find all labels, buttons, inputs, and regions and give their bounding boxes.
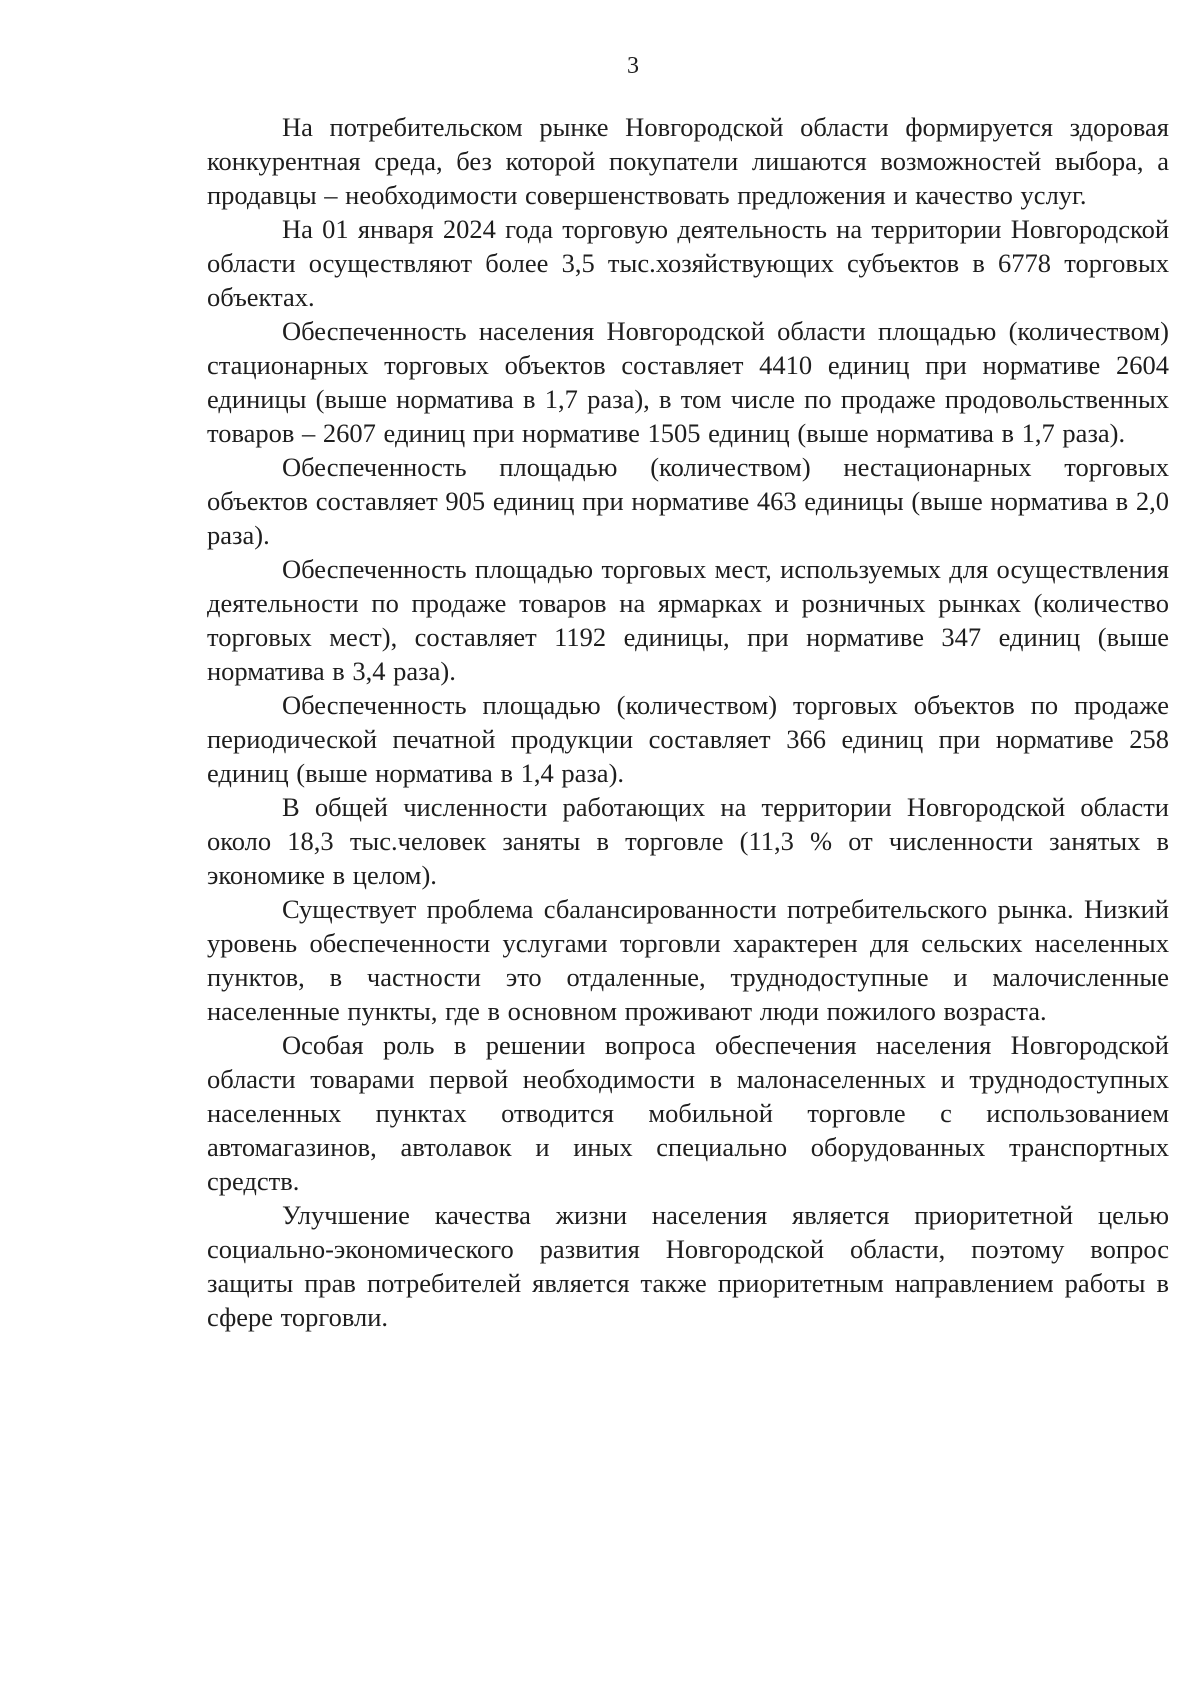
paragraph-periodicals: Обеспеченность площадью (количеством) торговых объектов по продаже периодической печатной продукции составляет 366 единиц при нормативе 258 единиц (выше норматива в 1,4 раза). (207, 690, 1169, 788)
paragraph-consumer-rights: Улучшение качества жизни населения является приоритетной целью социально-экономического развития Новгородской области, поэтому вопрос защиты прав потребителей является также приоритетным направлением работы в сфере торговли. (207, 1200, 1169, 1332)
paragraph-employment: В общей численности работающих на территории Новгородской области около 18,3 тыс.человек заняты в торговле (11,3 % от численности занятых в экономике в целом). (207, 792, 1169, 890)
paragraph-mobile-trade: Особая роль в решении вопроса обеспечения населения Новгородской области товарами первой необходимости в малонаселенных и труднодоступных населенных пунктах отводится мобильной торговле с использованием автомагазинов, автолавок и иных специально оборудованных транспортных средств. (207, 1030, 1169, 1196)
paragraph-fairs-markets: Обеспеченность площадью торговых мест, используемых для осуществления деятельности по продаже товаров на ярмарках и розничных рынках (количество торговых мест), составляет 1192 единицы, при нормативе 347 единиц (выше норматива в 3,4 раза). (207, 554, 1169, 686)
paragraph-consumer-market: На потребительском рынке Новгородской области формируется здоровая конкурентная среда, без которой покупатели лишаются возможностей выбора, а продавцы – необходимости совершенствовать предложения и качество услуг. (207, 112, 1169, 210)
paragraph-trade-entities: На 01 января 2024 года торговую деятельность на территории Новгородской области осуществляют более 3,5 тыс.хозяйствующих субъектов в 6778 торговых объектах. (207, 214, 1169, 312)
paragraph-market-balance: Существует проблема сбалансированности потребительского рынка. Низкий уровень обеспеченности услугами торговли характерен для сельских населенных пунктов, в частности это отдаленные, труднодоступные и малочисленные населенные пункты, где в основном проживают люди пожилого возраста. (207, 894, 1169, 1026)
document-body (207, 110, 1169, 1334)
paragraph-nonstationary-objects: Обеспеченность площадью (количеством) нестационарных торговых объектов составляет 905 единиц при нормативе 463 единицы (выше норматива в 2,0 раза). (207, 452, 1169, 550)
paragraph-stationary-objects: Обеспеченность населения Новгородской области площадью (количеством) стационарных торговых объектов составляет 4410 единиц при нормативе 2604 единицы (выше норматива в 1,7 раза), в том числе по продаже продовольственных товаров – 2607 единиц при нормативе 1505 единиц (выше норматива в 1,7 раза). (207, 316, 1169, 448)
page-number: 3 (627, 53, 639, 79)
